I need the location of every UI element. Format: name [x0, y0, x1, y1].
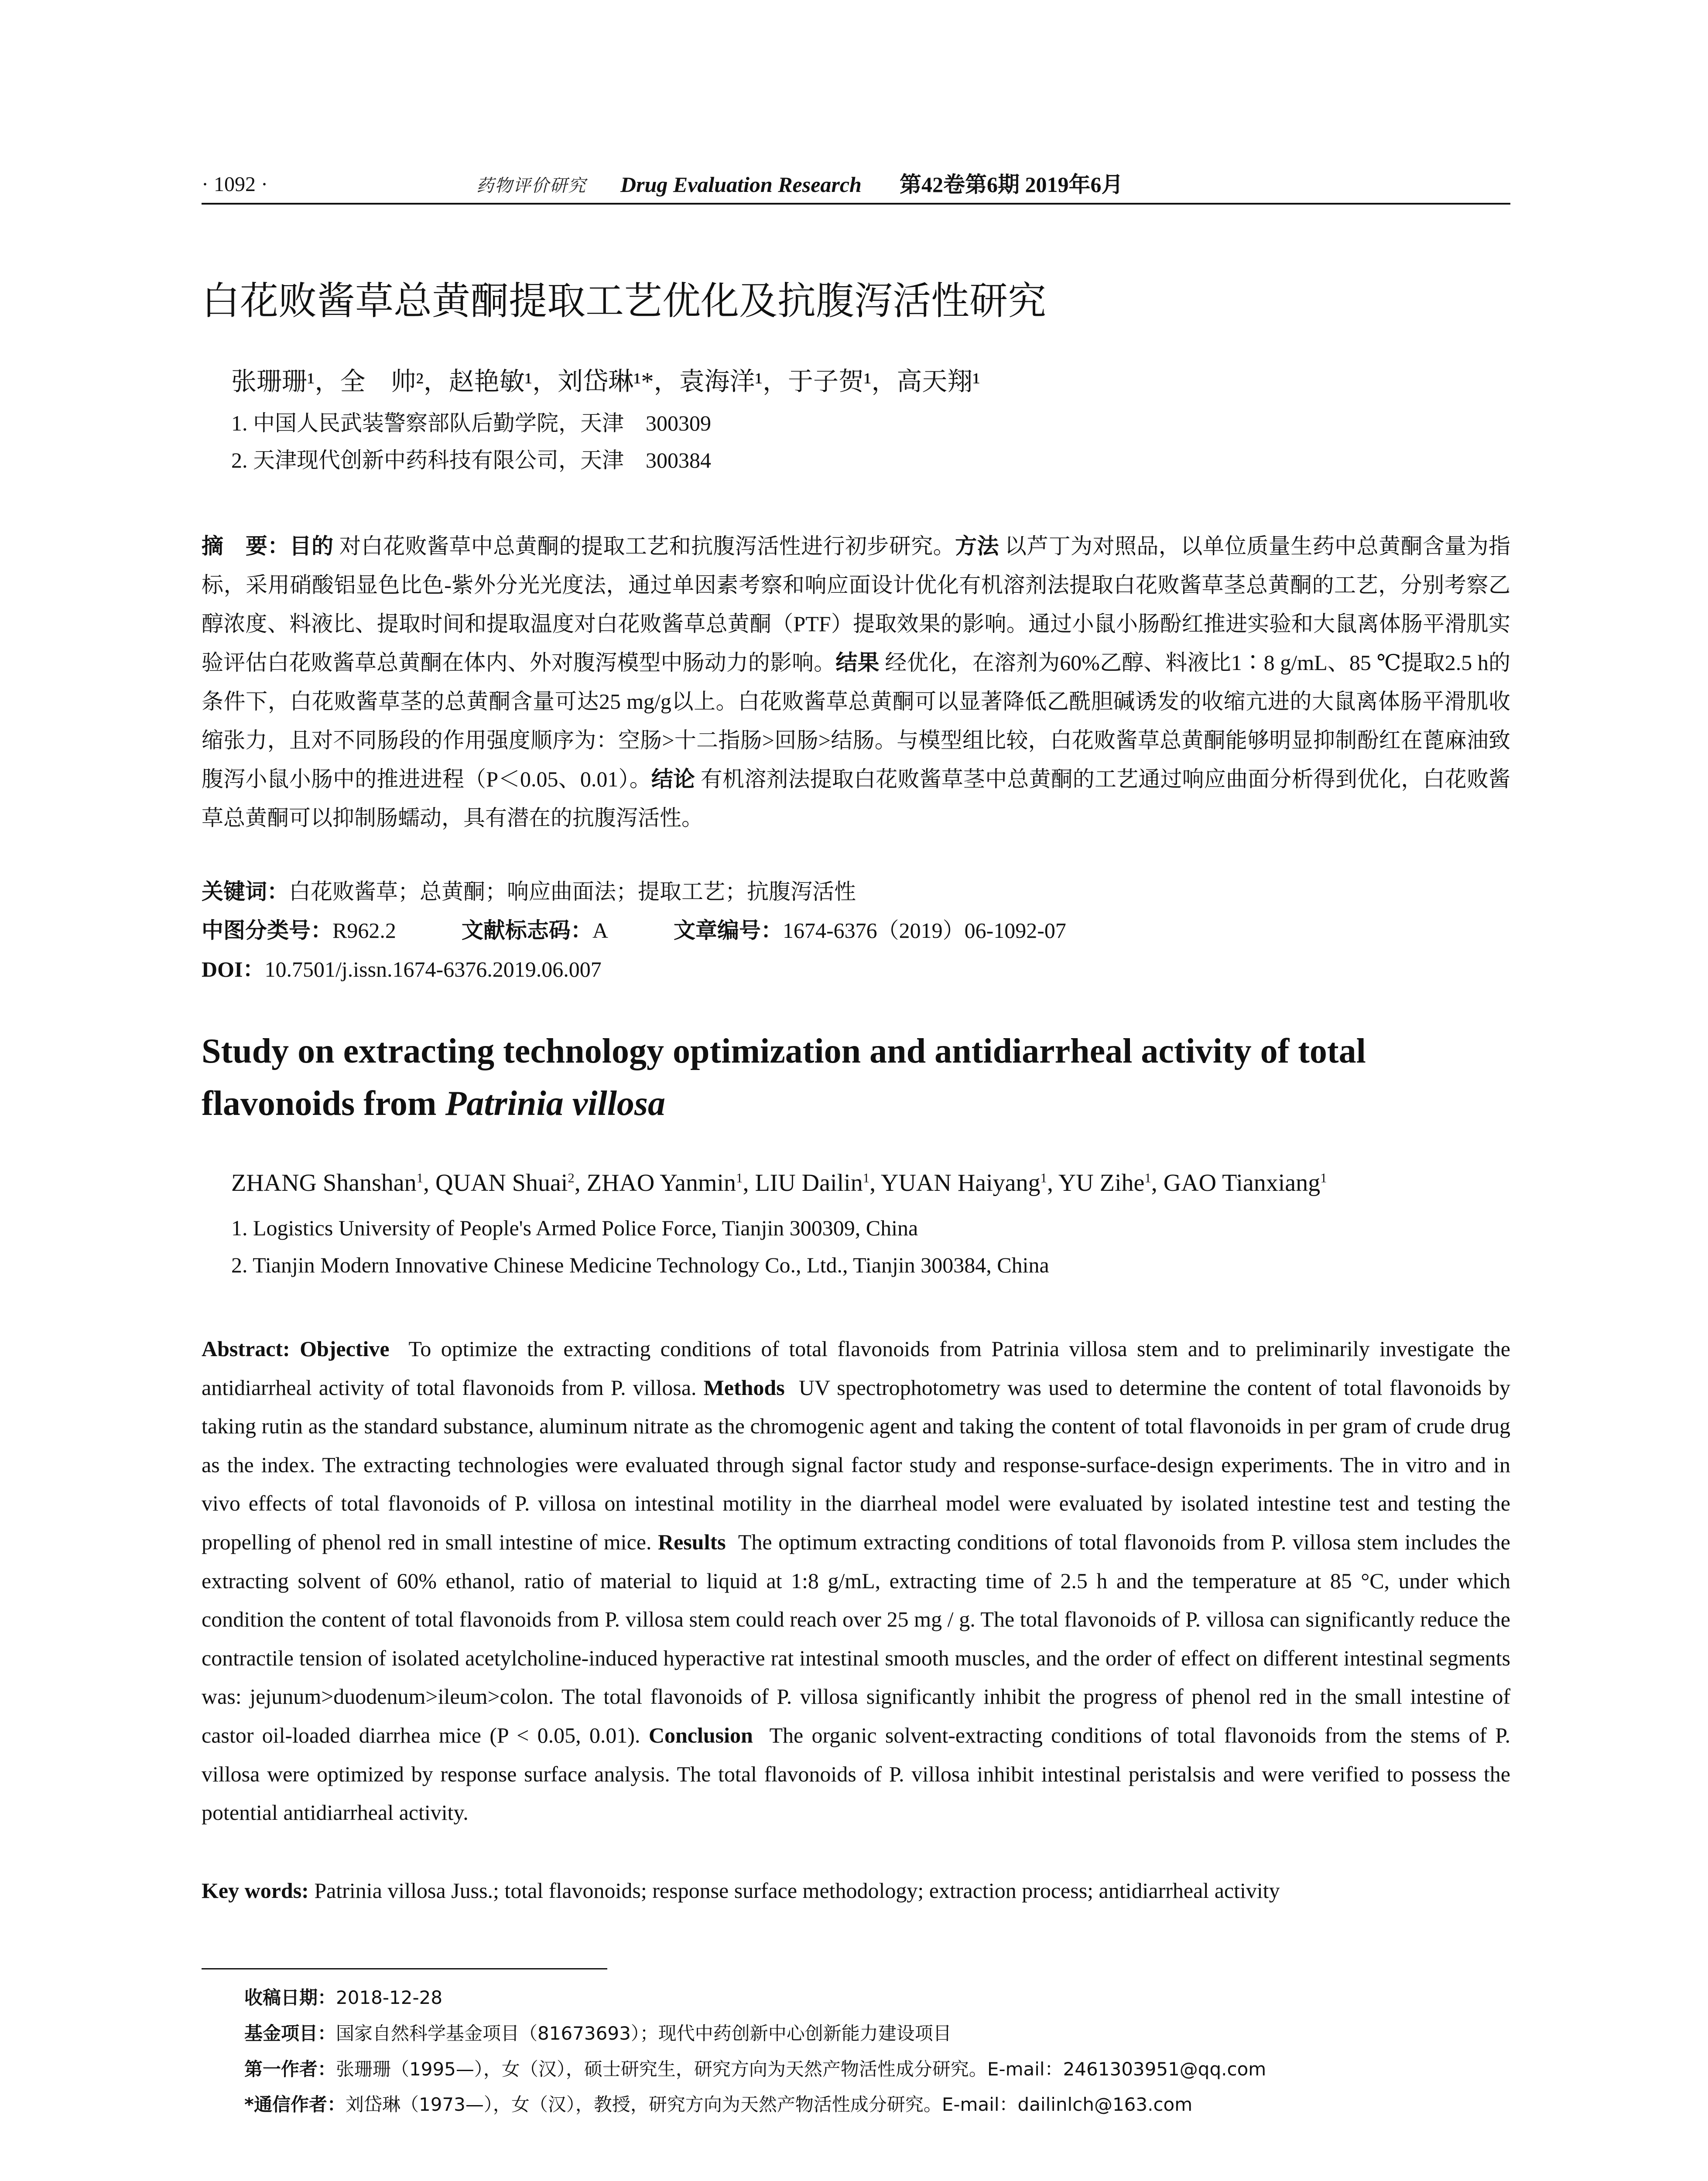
corresponding-text: 刘岱琳（1973—），女（汉），教授，研究方向为天然产物活性成分研究。E-mail：dailinlch@163.com [345, 2094, 1193, 2115]
abstract-cn [202, 527, 1510, 838]
methods-label-en: Methods [703, 1375, 785, 1400]
journal-name: Drug Evaluation Research [620, 172, 862, 197]
objective-label-cn: 目的 [289, 533, 334, 559]
objective-cn: 对白花败酱草中总黄酮的提取工艺和抗腹泻活性进行初步研究。 [339, 534, 955, 558]
abstract-en [202, 1330, 1510, 1832]
author-sup: 1 [863, 1170, 870, 1186]
footnote-rule [202, 1968, 607, 1969]
footnote-fund [244, 2018, 952, 2049]
journal-logo: 药物评价研究 [476, 176, 586, 195]
doi-label: DOI： [202, 957, 265, 981]
keywords-cn-text: 白花败酱草；总黄酮；响应曲面法；提取工艺；抗腹泻活性 [289, 879, 856, 904]
footnote-corresponding [244, 2089, 1192, 2120]
journal-issue: 第42卷第6期 2019年6月 [900, 172, 1123, 197]
first-author-text: 张珊珊（1995—），女（汉），硕士研究生，研究方向为天然产物活性成分研究。E-mail：2461303951@qq.com [336, 2058, 1266, 2080]
title-en-plain: Study on extracting technology optimization and antidiarrheal activity of total flavonoids from [202, 1032, 1366, 1123]
author-en: YU Zihe [1058, 1169, 1145, 1196]
objective-en: To optimize the extracting conditions of total flavonoids from Patrinia villosa stem and to preliminarily investigate the antidiarrheal activity of total flavonoids from P. villosa. [202, 1337, 1510, 1400]
author-sup: 1 [1040, 1170, 1047, 1186]
keywords-cn [202, 872, 1510, 911]
conclusion-cn: 有机溶剂法提取白花败酱草茎中总黄酮的工艺通过响应曲面分析得到优化，白花败酱草总黄酮可以抑制肠蠕动，具有潜在的抗腹泻活性。 [202, 767, 1511, 830]
keywords-en-label: Key words: [202, 1878, 309, 1903]
doi-value[interactable]: 10.7501/j.issn.1674-6376.2019.06.007 [264, 957, 602, 981]
author-sup: 1 [1320, 1170, 1327, 1186]
footnote-first-author [244, 2054, 1266, 2085]
conclusion-en: The organic solvent-extracting conditions of total flavonoids from the stems of P. villosa were optimized by response surface analysis. The total flavonoids of P. villosa inhibit intestinal peristalsis and were verified to possess the potential antidiarrheal activity. [202, 1723, 1510, 1825]
received-label: 收稿日期： [244, 1987, 336, 2008]
article-no-label: 文章编号： [673, 918, 783, 943]
corresponding-label: *通信作者： [244, 2094, 346, 2115]
fund-label: 基金项目： [244, 2023, 336, 2044]
article-no-value: 1674-6376（2019）06-1092-07 [782, 918, 1066, 943]
methods-en: UV spectrophotometry was used to determine the content of total flavonoids by taking rutin as the standard substance, aluminum nitrate as the chromogenic agent and taking the content of total flavonoids in per gram of crude drug as the index. The extracting technologies were evaluated through signal factor study and response-surface-design experiments. The in vitro and in vivo effects of total flavonoids of P. villosa on intestinal motility in the diarrheal model were evaluated by isolated intestine test and testing the propelling of phenol red in small intestine of mice. [202, 1375, 1510, 1554]
results-label-en: Results [658, 1529, 726, 1554]
results-cn: 经优化，在溶剂为60%乙醇、料液比1∶8 g/mL、85 ℃提取2.5 h的条件下，白花败酱草茎的总黄酮含量可达25 mg/g以上。白花败酱草总黄酮可以显著降低乙酰胆碱诱发的收缩亢进的大鼠离体肠平滑肌收缩张力，且对不同肠段的作用强度顺序为：空肠>十二指肠>回肠>结肠。与模型组比较，白花败酱草总黄酮能够明显抑制酚红在蓖麻油致腹泻小鼠小肠中的推进进程（P＜0.05、0.01）。 [202, 650, 1511, 791]
authors-en: ZHANG Shanshan$^1$, QUAN Shuai$^2$, ZHAO Yanmin$^1$, LIU Dailin$^1$, YUAN Haiyang$^1$, YU Zihe$^1$, GAO Tianxiang$^1$ [231, 1169, 1327, 1196]
footnote-received [244, 1983, 442, 2013]
methods-cn: 以芦丁为对照品，以单位质量生药中总黄酮含量为指标，采用硝酸铝显色比色-紫外分光光度法，通过单因素考察和响应面设计优化有机溶剂法提取白花败酱草茎总黄酮的工艺，分别考察乙醇浓度、料液比、提取时间和提取温度对白花败酱草总黄酮（PTF）提取效果的影响。通过小鼠小肠酚红推进实验和大鼠离体肠平滑肌实验评估白花败酱草总黄酮在体内、外对腹泻模型中肠动力的影响。 [202, 534, 1511, 675]
author-en: ZHANG Shanshan [231, 1169, 417, 1196]
author-en: ZHAO Yanmin [586, 1169, 736, 1196]
authors-cn: 张珊珊¹，全 帅²，赵艳敏¹，刘岱琳¹*，袁海洋¹，于子贺¹，高天翔¹ [231, 367, 980, 396]
page-number: · 1092 · [202, 173, 268, 196]
results-label-cn: 结果 [835, 650, 880, 675]
objective-label-en: Objective [300, 1337, 390, 1361]
keywords-en [202, 1871, 1510, 1910]
clc-label: 中图分类号： [202, 918, 332, 943]
abstract-cn-label: 摘 要： [202, 533, 290, 559]
abstract-en-label: Abstract: [202, 1337, 290, 1361]
doi-line [202, 950, 1510, 989]
header-rule [202, 203, 1510, 205]
title-en [202, 1025, 1510, 1130]
doc-code-label: 文献标志码： [461, 918, 592, 943]
author-sup: 2 [568, 1170, 575, 1186]
first-author-label: 第一作者： [244, 2058, 336, 2080]
classification-line [202, 911, 1510, 950]
author-en: YUAN Haiyang [881, 1169, 1041, 1196]
conclusion-label-cn: 结论 [651, 766, 695, 792]
fund-text: 国家自然科学基金项目（81673693）；现代中药创新中心创新能力建设项目 [336, 2023, 952, 2044]
title-en-species: Patrinia villosa [445, 1084, 666, 1123]
author-sup: 1 [416, 1170, 424, 1186]
author-sup: 1 [1144, 1170, 1151, 1186]
doc-code-value: A [592, 918, 608, 943]
affiliation-en-1: 1. Logistics University of People's Armed Police Force, Tianjin 300309, China [231, 1216, 918, 1240]
author-en: LIU Dailin [755, 1169, 863, 1196]
author-sup: 1 [736, 1170, 743, 1186]
clc-value: R962.2 [332, 918, 396, 943]
running-header [202, 169, 1510, 200]
author-en: GAO Tianxiang [1163, 1169, 1321, 1196]
affiliation-cn-1: 1. 中国人民武装警察部队后勤学院，天津 300309 [231, 411, 711, 435]
results-en: The optimum extracting conditions of total flavonoids from P. villosa stem includes the extracting solvent of 60% ethanol, ratio of material to liquid at 1:8 g/mL, extracting time of 2.5 h and the temperature at 85 °C, under which condition the content of total flavonoids from P. villosa stem could reach over 25 mg / g. The total flavonoids of P. villosa can significantly reduce the contractile tension of isolated acetylcholine-induced hyperactive rat intestinal smooth muscles, and the order of effect on different intestinal segments was: jejunum>duodenum>ileum>colon. The total flavonoids of P. villosa significantly inhibit the progress of phenol red in the small intestine of castor oil-loaded diarrhea mice (P < 0.05, 0.01). [202, 1529, 1510, 1747]
methods-label-cn: 方法 [955, 533, 999, 559]
received-date: 2018-12-28 [336, 1987, 443, 2008]
author-en: QUAN Shuai [435, 1169, 568, 1196]
conclusion-label-en: Conclusion [648, 1723, 753, 1747]
keywords-en-text: Patrinia villosa Juss.; total flavonoids; response surface methodology; extraction process; antidiarrheal activity [314, 1878, 1280, 1903]
title-cn: 白花败酱草总黄酮提取工艺优化及抗腹泻活性研究 [202, 278, 1047, 323]
affiliation-en-2: 2. Tianjin Modern Innovative Chinese Medicine Technology Co., Ltd., Tianjin 300384, China [231, 1253, 1049, 1277]
affiliation-cn-2: 2. 天津现代创新中药科技有限公司，天津 300384 [231, 448, 711, 472]
keywords-cn-label: 关键词： [202, 879, 289, 904]
